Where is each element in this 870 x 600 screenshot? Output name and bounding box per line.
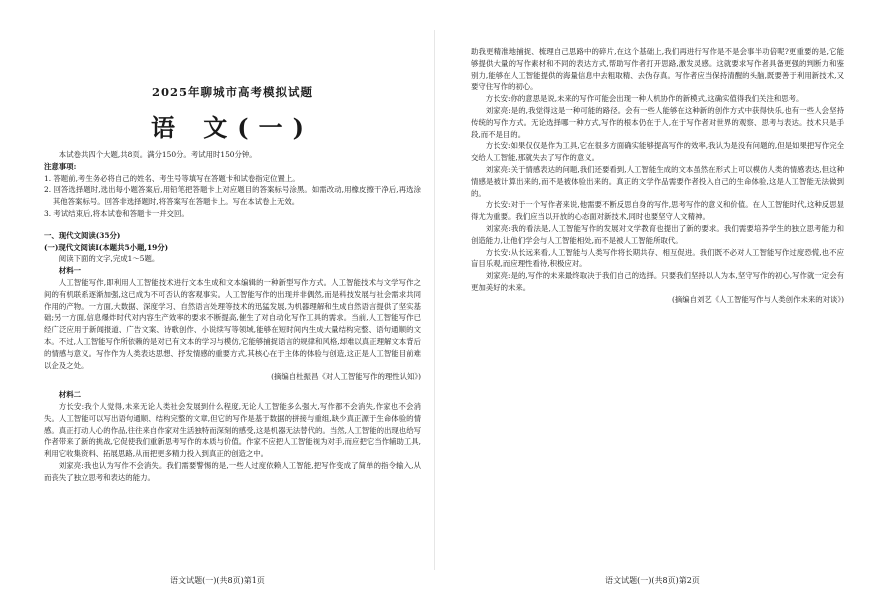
page-footer: 语文试题(一)(共8页)第2页 [605,576,700,585]
dialogue-paragraph: 刘家亮:关于情感表达的问题,我们还要看到,人工智能生成的文本虽然在形式上可以模仿人类的情感表达,但这种情感是被计算出来的,而不是被体验出来的。真正的文学作品需要作者投入自己的生命体验,这是人工智能无法做到的。 [471,164,844,198]
subject-title: 语 文(一) [150,113,315,142]
material-1-body: 人工智能写作,即利用人工智能技术进行文本生成和文本编辑的一种新型写作方式。人工智能技术与文学写作之间的有机联系逐渐加强,这已成为不可否认的客观事实。人工智能写作的出现并非偶然,而是科技发展与社会需求共同作用的产物。一方面,大数据、深度学习、自然语言处理等技术的迅猛发展,为机器理解和生成自然语言提供了坚实基础;另一方面,信息爆炸时代对内容生产效率的要求不断提高,催生了对自动化写作工具的需求。当前,人工智能写作已经广泛应用于新闻报道、广告文案、诗歌创作、小说续写等领域,能够在短时间内生成大量结构完整、语句通顺的文本。不过,人工智能写作所依赖的是对已有文本的学习与模仿,它能够捕捉语言的规律和风格,却难以真正理解文本背后的情感与意义。写作作为人类表达思想、抒发情感的重要方式,其核心在于主体的体验与创造,这正是人工智能目前难以企及之处。 [44,277,421,370]
exam-info: 本试卷共四个大题,共8页。满分150分。考试用时150分钟。 [58,150,257,159]
notice-item: 2. 回答选择题时,选出每小题答案后,用铅笔把答题卡上对应题目的答案标号涂黑。如需改动,用橡皮擦干净后,再选涂其他答案标号。回答非选择题时,将答案写在答题卡上。写在本试卷上无效。 [44,185,421,207]
dialogue-paragraph: 助我更精准地捕捉、梳理自己思路中的碎片,在这个基础上,我们再进行写作是不是会事半功倍呢?更重要的是,它能够提供大量的写作素材和不同的表达方式,帮助写作者打开思路,激发灵感。这就要求写作者具备更强的判断力和鉴别力,能够在人工智能提供的海量信息中去粗取精、去伪存真。写作者应当保持清醒的头脑,既要善于利用新技术,又要守住写作的初心。 [471,47,844,92]
dialogue-paragraph: 刘家亮:是的,写作的未来最终取决于我们自己的选择。只要我们坚持以人为本,坚守写作的初心,写作就一定会有更加美好的未来。 [471,271,844,292]
notice-item: 3. 考试结束后,将本试卷和答题卡一并交回。 [44,208,189,218]
page-right [435,0,870,600]
material-2-source: (摘编自刘艺《人工智能写作与人类创作未来的对谈》) [671,294,844,304]
dialogue-paragraph: 方长安:如果仅仅是作为工具,它在很多方面确实能够提高写作的效率,我认为是没有问题的,但是如果把写作完全交给人工智能,那就失去了写作的意义。 [471,141,844,163]
dialogue-paragraph: 刘家亮:我的看法是,人工智能写作的发展对文学教育也提出了新的要求。我们需要培养学生的独立思考能力和创造能力,让他们学会与人工智能相处,而不是被人工智能所取代。 [471,223,844,245]
subsection-heading: (一)现代文阅读Ⅰ(本题共5小题,19分) [44,242,169,252]
page-footer: 语文试题(一)(共8页)第1页 [170,576,265,585]
material-2-title: 材料二 [58,390,81,400]
notice-item: 1. 答题前,考生务必将自己的姓名、考生号等填写在答题卡和试卷指定位置上。 [44,173,300,183]
notice-heading: 注意事项: [44,161,77,171]
material-2-paragraph: 方长安:我个人觉得,未来无论人类社会发展到什么程度,无论人工智能多么强大,写作都不会消失,作家也不会消失。人工智能可以写出语句通顺、结构完整的文章,但它的写作是基于数据的拼接与重组,缺少真正源于生命体验的情感。真正打动人心的作品,往往来自作家对生活独特而深刻的感受,这是机器无法替代的。当然,人工智能的出现也给写作者带来了新的挑战,它促使我们重新思考写作的本质与价值。作家不应把人工智能视为对手,而应把它当作辅助工具,利用它收集资料、拓展思路,从而把更多精力投入到真正的创造之中。 [44,401,421,459]
dialogue-paragraph: 刘家亮:是的,我觉得这是一种可能的路径。会有一些人能够在这种新的创作方式中获得快乐,也有一些人会坚持传统的写作方式。无论选择哪一种方式,写作的根本仍在于人,在于写作者对世界的观察、思考与表达。技术只是手段,而不是目的。 [471,105,844,139]
exam-title: 2025年聊城市高考模拟试题 [151,85,313,99]
dialogue-paragraph: 方长安:从长远来看,人工智能与人类写作将长期共存、相互促进。我们既不必对人工智能写作过度恐慌,也不应盲目乐观,而应理性看待,积极应对。 [471,247,844,269]
material-2-paragraph: 刘家亮:我也认为写作不会消失。我们需要警惕的是,一些人过度依赖人工智能,把写作变成了简单的指令输入,从而丧失了独立思考和表达的能力。 [44,460,421,482]
instruction: 阅读下面的文字,完成1～5题。 [58,254,160,264]
dialogue-paragraph: 方长安:对于一个写作者来说,他需要不断反思自身的写作,思考写作的意义和价值。在人工智能时代,这种反思显得尤为重要。我们应当以开放的心态面对新技术,同时也要坚守人文精神。 [471,200,844,222]
material-1-title: 材料一 [58,266,81,276]
dialogue-paragraph: 方长安:你的意思是说,未来的写作可能会出现一种人机协作的新模式,这确实值得我们关注和思考。 [485,94,804,104]
section-heading: 一、现代文阅读(35分) [44,230,121,240]
material-1-source: (摘编自杜振昌《对人工智能写作的理性认知》) [271,372,421,382]
